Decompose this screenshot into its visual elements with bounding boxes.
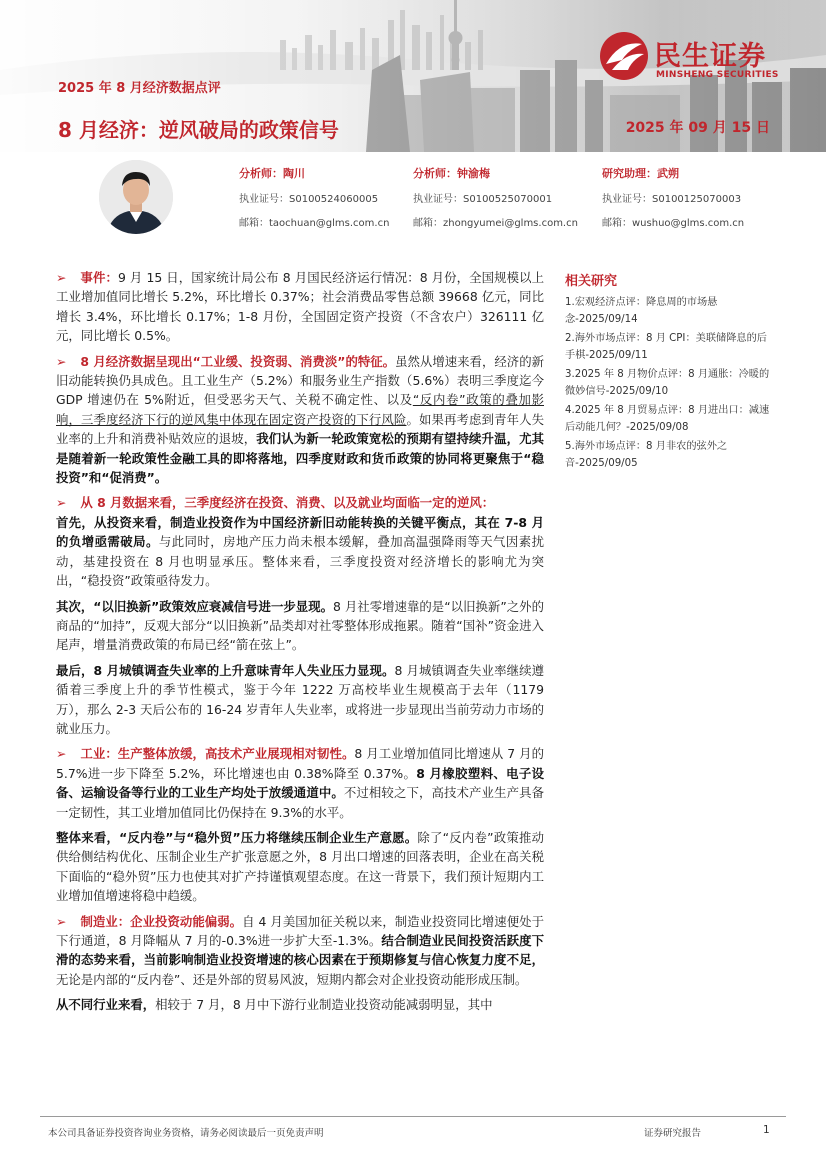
logo-english-text: MINSHENG SECURITIES	[656, 70, 779, 80]
report-body	[56, 268, 544, 1021]
paragraph-industry	[56, 744, 544, 822]
analyst-name: 分析师：钟渝梅	[413, 167, 490, 180]
analyst-card-2	[413, 165, 578, 238]
paragraph-event	[56, 268, 544, 346]
bold-text: 其次，“以旧换新”政策效应衰减信号进一步显现。	[56, 598, 334, 614]
analyst-avatar	[99, 160, 173, 234]
paragraph-text: 虽然从增速来看，经济的新旧动能转换仍具成色。且工业生产（5.2%）和服务业生产指数（5.6%）表明三季度迄今 GDP 增速仍在 5%附近，但受恶劣天气、关税不确定性、以及	[56, 353, 544, 408]
paragraph-manufacturing	[56, 912, 544, 990]
related-research-sidebar	[565, 270, 775, 475]
bold-text: 8 月橡胶塑料、电子设备、运输设备等行业的工业生产均处于放缓通道中。	[56, 765, 545, 801]
bullet-arrow-icon: ➢	[56, 495, 67, 511]
sidebar-title: 相关研究	[565, 274, 618, 289]
report-header	[0, 0, 826, 152]
report-title: 8 月经济：逆风破局的政策信号	[58, 118, 339, 142]
related-research-item[interactable]: 5.海外市场点评：8 月非农的弦外之音-2025/09/05	[565, 441, 728, 469]
bold-text: 我们认为新一轮政策宽松的预期有望持续升温，尤其是随着新一轮政策性金融工具的即将落地，四季度财政和货币政策的协同将更聚焦于“稳投资”和“促消费”。	[56, 431, 545, 486]
logo-mark-icon	[598, 30, 650, 82]
analyst-name: 分析师：陶川	[239, 167, 305, 180]
paragraph-text: 与此同时，房地产压力尚未根本缓解，叠加高温强降雨等天气因素扰动，基建投资在 8 月也明显承压。整体来看，三季度投资对经济增长的影响尤为突出，“稳投资”政策亟待发力。	[56, 534, 545, 589]
paragraph-text: 9 月 15 日，国家统计局公布 8 月国民经济运行情况：8 月份，全国规模以上工业增加值同比增长 5.2%，环比增长 0.37%；社会消费品零售总额 39668 亿元，同比增长 3.4%，环比增长 0.17%；1-8 月份，全国固定资产投资（不含农户）326111 亿元，同比增长 0.5%。	[56, 270, 544, 344]
analyst-cert: 执业证号：S0100125070003	[602, 194, 742, 205]
paragraph-heading: 制造业：企业投资动能偏弱。	[80, 913, 243, 929]
analyst-email[interactable]: 邮箱：wushuo@glms.com.cn	[602, 218, 745, 229]
related-research-item[interactable]: 4.2025 年 8 月贸易点评：8 月进出口：减速后动能几何？-2025/09/08	[565, 405, 770, 433]
paragraph-heading: 8 月经济数据呈现出“工业缓、投资弱、消费淡”的特征。	[80, 353, 396, 369]
paragraph-text: 。如果再考虑到青年人失业率的上升和消费补贴效应的退坡，	[56, 411, 545, 447]
paragraph-text: 8 月社零增速靠的是“以旧换新”之外的商品的“加持”，反观大部分“以旧换新”品类却对社零整体形成拖累。随着“国补”资金进入尾声，增量消费政策的布局已经“箭在弦上”。	[56, 598, 544, 653]
related-research-item[interactable]: 3.2025 年 8 月物价点评：8 月通胀：冷暖的微妙信号-2025/09/10	[565, 369, 770, 397]
analyst-card-1	[239, 165, 389, 238]
paragraph-headwinds	[56, 493, 544, 590]
paragraph-text: 不过相较之下，高技术产业生产具备一定韧性，其工业增加值同比仍保持在 9.3%的水平。	[56, 785, 545, 820]
analyst-cert: 执业证号：S0100525070001	[413, 194, 553, 205]
paragraph-heading: 从 8 月数据来看，三季度经济在投资、消费、以及就业均面临一定的逆风：	[80, 495, 495, 511]
bullet-arrow-icon: ➢	[56, 913, 67, 929]
analyst-name: 研究助理：武朔	[602, 167, 679, 180]
report-series-title: 2025 年 8 月经济数据点评	[58, 81, 221, 96]
footer-divider	[40, 1116, 786, 1117]
paragraph-text: 8 月工业增加值同比增速从 7 月的 5.7%进一步下降至 5.2%，环比增速也由 0.38%降至 0.37%。	[56, 746, 544, 781]
paragraph-sectors	[56, 995, 544, 1014]
paragraph-text: 无论是内部的“反内卷”、还是外部的贸易风波，短期内都会对企业投资动能形成压制。	[56, 971, 528, 987]
paragraph-industry-outlook	[56, 828, 544, 906]
analyst-cert: 执业证号：S0100524060005	[239, 194, 379, 205]
bold-text: 结合制造业民间投资活跃度下滑的态势来看，当前影响制造业投资增速的核心因素在于预期修复与信心恢复力度不足，	[56, 933, 545, 968]
bold-text: 首先，从投资来看，制造业投资作为中国经济新旧动能转换的关键平衡点，其在 7-8 月的负增亟需破局。	[56, 514, 544, 550]
underlined-text: “反内卷”政策的叠加影响，三季度经济下行的逆风集中体现在固定资产投资的下行风险	[56, 392, 544, 427]
logo-chinese-text: 民生证券	[654, 41, 766, 72]
bold-text: 整体来看，“反内卷”与“稳外贸”压力将继续压制企业生产意愿。	[56, 829, 418, 845]
bullet-arrow-icon: ➢	[56, 746, 67, 762]
related-research-item[interactable]: 2.海外市场点评：8 月 CPI：美联储降息的后手棋-2025/09/11	[565, 333, 767, 361]
paragraph-text: 除了“反内卷”政策推动供给侧结构优化、压制企业生产扩张意愿之外，8 月出口增速的回落表明，企业在高关税下面临的“稳外贸”压力也使其对扩产持谨慎观望态度。在这一背景下，我们预计短期内工业增加值增速将稳中趋缓。	[56, 829, 545, 904]
bold-text: 从不同行业来看，	[56, 997, 156, 1013]
analyst-card-3	[602, 165, 744, 238]
paragraph-heading: 事件：	[80, 270, 118, 285]
paragraph-consumption	[56, 597, 544, 655]
person-portrait-icon	[99, 160, 173, 234]
bold-text: 最后，8 月城镇调查失业率的上升意味青年人失业压力显现。	[56, 662, 395, 678]
paragraph-text: 8 月城镇调查失业率继续遵循着三季度上升的季节性模式，鉴于今年 1222 万高校毕业生规模高于去年（1179 万），那么 2-3 天后公布的 16-24 岁青年人失业率，或将进一步显现出当前劳动力市场的就业压力。	[56, 662, 545, 736]
paragraph-text: 自 4 月美国加征关税以来，制造业投资同比增速便处于下行通道，8 月降幅从 7 月的-0.3%进一步扩大至-1.3%。	[56, 913, 544, 948]
footer-disclaimer: 本公司具备证券投资咨询业务资格，请务必阅读最后一页免责声明	[48, 1128, 324, 1139]
related-research-item[interactable]: 1.宏观经济点评：降息周的市场悬念-2025/09/14	[565, 297, 718, 325]
paragraph-text: 相较于 7 月，8 月中下游行业制造业投资动能减弱明显，其中	[155, 997, 493, 1013]
paragraph-employment	[56, 661, 544, 739]
bullet-arrow-icon: ➢	[56, 353, 67, 369]
paragraph-heading: 工业：生产整体放缓，高技术产业展现相对韧性。	[80, 746, 355, 762]
page-number: 1	[763, 1124, 770, 1136]
report-date: 2025 年 09 月 15 日	[625, 120, 770, 136]
minsheng-securities-logo	[598, 30, 803, 86]
bullet-arrow-icon: ➢	[56, 270, 67, 285]
analyst-email[interactable]: 邮箱：taochuan@glms.com.cn	[239, 218, 390, 229]
paragraph-overview	[56, 352, 544, 488]
footer-document-type: 证券研究报告	[644, 1128, 702, 1139]
analyst-email[interactable]: 邮箱：zhongyumei@glms.com.cn	[413, 218, 578, 229]
